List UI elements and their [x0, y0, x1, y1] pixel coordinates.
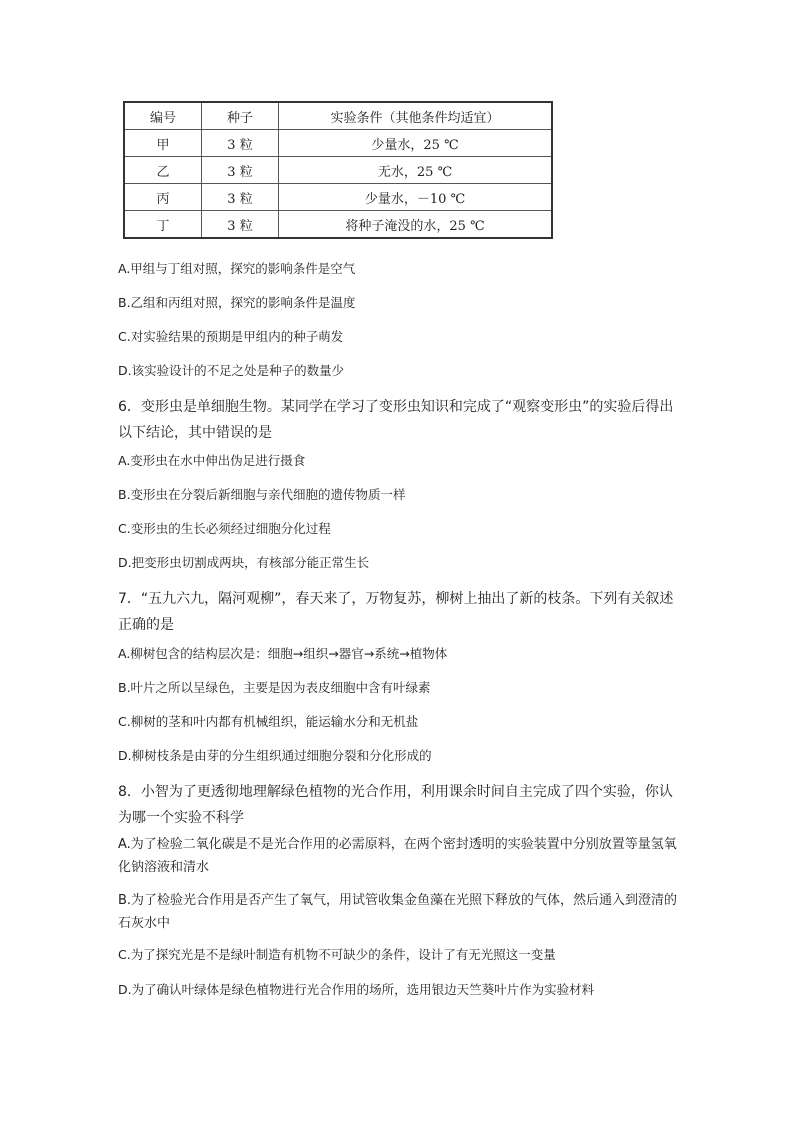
table-cell: 乙: [124, 157, 202, 184]
q5-option-a: A.甲组与丁组对照，探究的影响条件是空气: [118, 261, 356, 276]
q7-option-b: B.叶片之所以呈绿色，主要是因为表皮细胞中含有叶绿素: [118, 680, 431, 695]
table-header-row: [124, 102, 552, 130]
q8-stem: 8．小智为了更透彻地理解绿色植物的光合作用，利用课余时间自主完成了四个实验，你认为哪一个实验不科学: [118, 784, 673, 826]
table-cell: 甲: [124, 130, 202, 157]
q6-stem: 6．变形虫是单细胞生物。某同学在学习了变形虫知识和完成了“观察变形虫”的实验后得出以下结论，其中错误的是: [118, 399, 674, 441]
q8-option-b: B.为了检验光合作用是否产生了氧气，用试管收集金鱼藻在光照下释放的气体，然后通入到澄清的石灰水中: [118, 893, 678, 931]
header-cell-seed: 种子: [202, 102, 279, 130]
q6-option-b: B.变形虫在分裂后新细胞与亲代细胞的遗传物质一样: [118, 487, 406, 502]
table-row: [124, 211, 552, 239]
q8-option-a: A.为了检验二氧化碳是不是光合作用的必需原料，在两个密封透明的实验装置中分别放置等量氢氧化钠溶液和清水: [118, 837, 677, 875]
table-row: [124, 130, 552, 157]
table-cell: 少量水，25 ℃: [279, 130, 553, 157]
q8-option-c: C.为了探究光是不是绿叶制造有机物不可缺少的条件，设计了有无光照这一变量: [118, 947, 556, 962]
q5-option-d: D.该实验设计的不足之处是种子的数量少: [118, 363, 345, 378]
table-row: [124, 157, 552, 184]
q7-option-d: D.柳树枝条是由芽的分生组织通过细胞分裂和分化形成的: [118, 748, 432, 763]
q6-option-c: C.变形虫的生长必须经过细胞分化过程: [118, 521, 331, 536]
table-cell: 3 粒: [202, 130, 279, 157]
table-cell: 少量水，－10 ℃: [279, 184, 553, 211]
table-cell: 丙: [124, 184, 202, 211]
q7-option-c: C.柳树的茎和叶内都有机械组织，能运输水分和无机盐: [118, 714, 419, 729]
q6-option-a: A.变形虫在水中伸出伪足进行摄食: [118, 453, 306, 468]
table-cell: 将种子淹没的水，25 ℃: [279, 211, 553, 239]
header-cell-condition: 实验条件（其他条件均适宜）: [279, 102, 553, 130]
q6-option-d: D.把变形虫切割成两块，有核部分能正常生长: [118, 555, 370, 570]
q7-stem: 7．“五九六九，隔河观柳”，春天来了，万物复苏，柳树上抽出了新的枝条。下列有关叙述正确的是: [118, 591, 674, 633]
table-row: [124, 184, 552, 211]
table-cell: 3 粒: [202, 211, 279, 239]
q8-option-d: D.为了确认叶绿体是绿色植物进行光合作用的场所，选用银边天竺葵叶片作为实验材料: [118, 982, 595, 997]
seed-experiment-table: [123, 101, 553, 239]
q5-option-c: C.对实验结果的预期是甲组内的种子萌发: [118, 329, 344, 344]
table-cell: 无水，25 ℃: [279, 157, 553, 184]
header-cell-number: 编号: [124, 102, 202, 130]
q7-option-a: A.柳树包含的结构层次是：细胞→组织→器官→系统→植物体: [118, 646, 448, 661]
table-cell: 3 粒: [202, 184, 279, 211]
table-cell: 丁: [124, 211, 202, 239]
table-cell: 3 粒: [202, 157, 279, 184]
q5-option-b: B.乙组和丙组对照，探究的影响条件是温度: [118, 295, 356, 310]
